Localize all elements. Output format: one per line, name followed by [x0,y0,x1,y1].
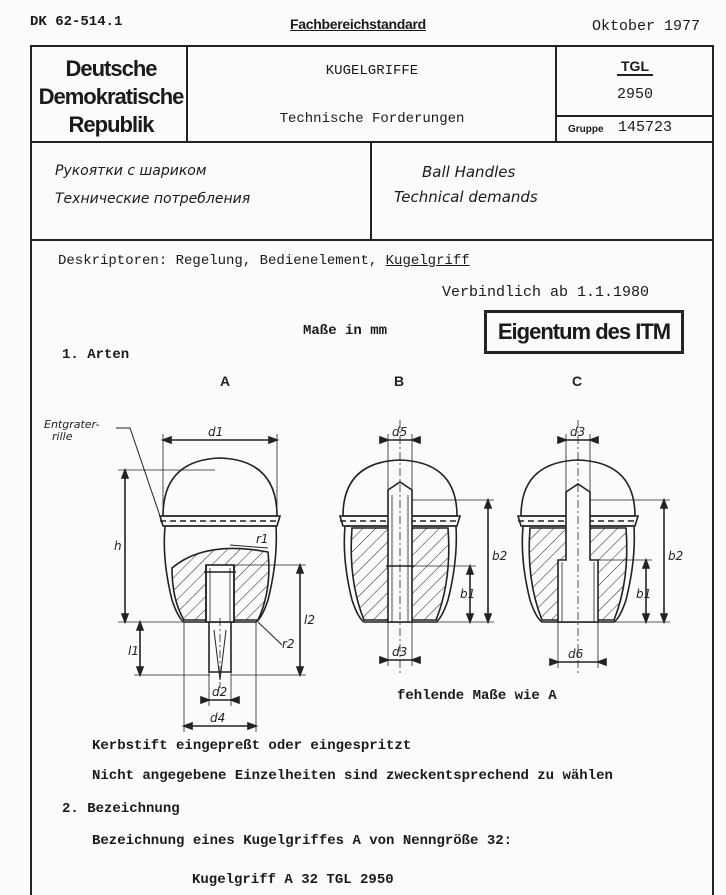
missing-dims-note: fehlende Maße wie A [397,688,557,704]
dk-number: DK 62-514.1 [30,14,123,30]
tgl-label: TGL [560,58,710,74]
handle-type-c [518,420,670,676]
dim-h: h [114,539,122,553]
section-1-heading: 1. Arten [62,347,130,363]
subtitle-english: Technical demands [394,188,538,206]
dim-d6: d6 [568,647,584,661]
binding-date: Verbindlich ab 1.1.1980 [442,284,650,301]
standard-type: Fachbereichstandard [290,16,426,32]
dim-d4: d4 [210,711,226,725]
designation-example: Kugelgriff A 32 TGL 2950 [192,872,394,888]
dim-r2: r2 [282,637,295,651]
title-english: Ball Handles [422,163,516,181]
dim-d1: d1 [208,425,224,439]
dim-b1-c: b1 [636,587,652,601]
gruppe-label: Gruppe [568,124,604,135]
issue-date: Oktober 1977 [592,18,701,35]
groove-label-2: rille [52,430,73,443]
ownership-stamp: Eigentum des ITM [484,310,684,354]
country-name: Deutsche Demokratische Republik [38,56,184,137]
type-label-c: C [572,373,583,389]
groove-label-1: Entgrater- [44,418,100,431]
gruppe-number: 145723 [618,119,673,136]
subtitle-russian: Технические потребления [55,191,251,207]
title-german: KUGELGRIFFE [325,63,419,79]
title-russian: Рукоятки с шариком [55,163,207,179]
dim-d2: d2 [212,685,228,699]
dim-b1-b: b1 [460,587,476,601]
notch-pin-note: Kerbstift eingepreßt oder eingespritzt [92,738,412,754]
handle-type-b [340,420,494,676]
section-2-heading: 2. Bezeichnung [62,801,180,817]
subtitle-german: Technische Forderungen [279,111,465,127]
units-note: Maße in mm [303,323,388,339]
type-label-a: A [220,373,231,389]
dim-d3-c: d3 [570,425,586,439]
dim-b2-c: b2 [668,549,684,563]
dim-r1: r1 [256,532,269,546]
tgl-number: 2950 [616,86,653,103]
dim-d5: d5 [392,425,408,439]
designation-text: Bezeichnung eines Kugelgriffes A von Nenngröße 32: [92,833,513,849]
details-note: Nicht angegebene Einzelheiten sind zweckentsprechend zu wählen [92,768,613,784]
handle-type-a [116,428,306,732]
descriptors: Deskriptoren: Regelung, Bedienelement, Kugelgriff [58,253,470,269]
dim-d3-b: d3 [392,645,408,659]
type-label-b: B [394,373,405,389]
dim-l1: l1 [128,644,139,658]
dim-b2-b: b2 [492,549,508,563]
dim-l2: l2 [304,613,315,627]
